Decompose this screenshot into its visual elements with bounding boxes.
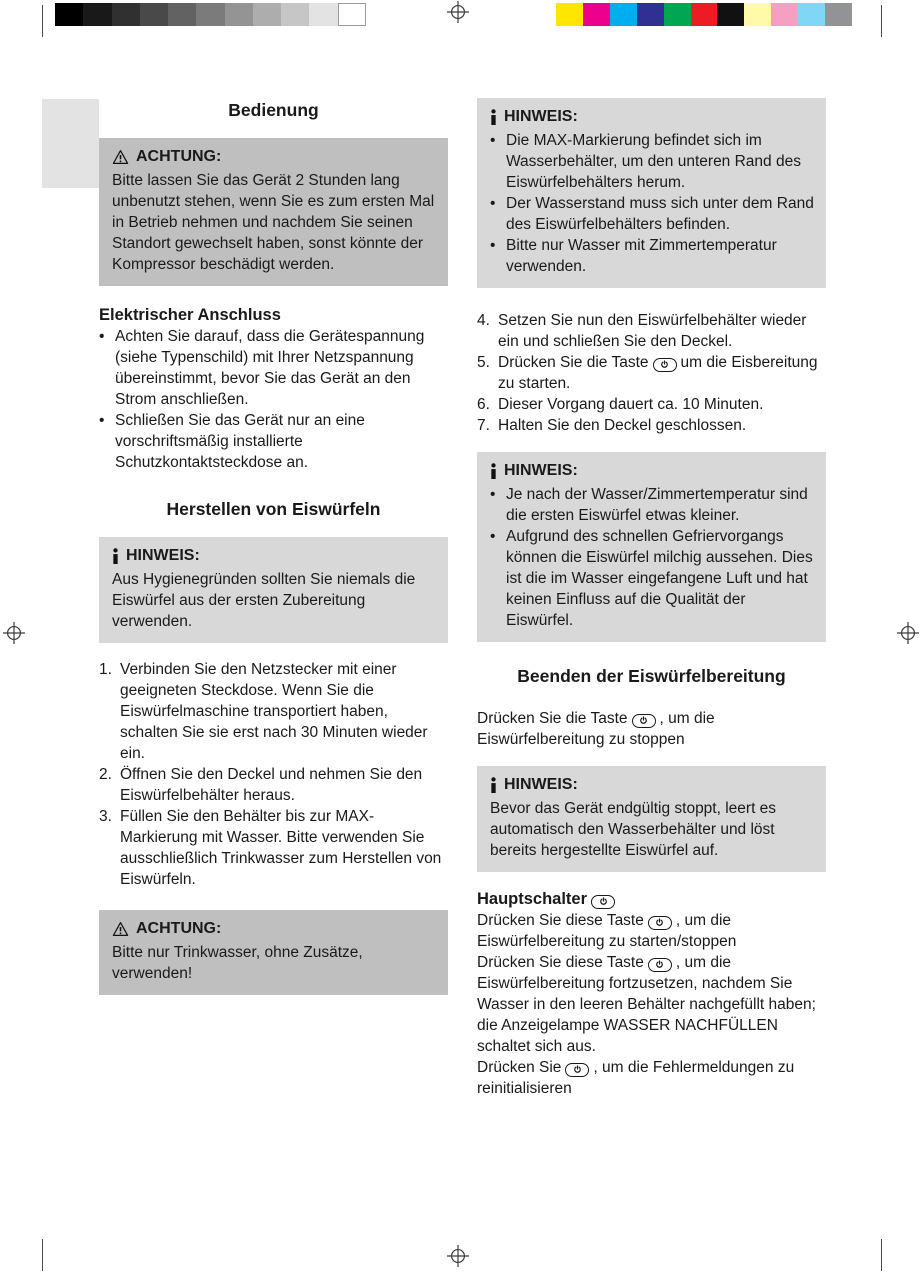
bullet-item xyxy=(99,326,448,410)
bullet-item xyxy=(99,410,448,473)
bullet-marker: • xyxy=(490,486,496,503)
warning-label: ACHTUNG: xyxy=(136,920,222,937)
step-item xyxy=(477,415,826,436)
step-text: Halten Sie den Deckel geschlossen. xyxy=(498,417,747,434)
note-label: HINWEIS: xyxy=(126,547,200,564)
bullet-marker: • xyxy=(490,528,496,545)
info-icon xyxy=(490,777,497,793)
step-list-left xyxy=(99,659,448,890)
power-button-icon xyxy=(632,714,656,728)
bullet-text: Aufgrund des schnellen Gefriervorgangs können die Eiswürfel milchig aussehen. Dies ist die im Wasser eingefangene Luft und hat keinen Einfluss auf die Qualität der Eiswürfel. xyxy=(506,528,813,629)
note-box-title xyxy=(490,106,814,128)
info-icon xyxy=(490,463,497,479)
left-column xyxy=(99,90,448,995)
right-column xyxy=(477,90,826,1099)
step-text: Verbinden Sie den Netzstecker mit einer geeigneten Steckdose. Wenn Sie die Eiswürfelmaschine transportiert haben, schalten Sie sie erst nach 30 Minuten wieder ein. xyxy=(120,661,428,762)
note-label: HINWEIS: xyxy=(504,462,578,479)
section-heading-hauptschalter xyxy=(477,888,826,910)
paragraph-text: , um die Eiswürfelbereitung zu stoppen xyxy=(477,710,715,748)
warning-label: ACHTUNG: xyxy=(136,148,222,165)
section-title-herstellen: Herstellen von Eiswürfeln xyxy=(166,499,381,519)
note-box-title xyxy=(490,460,814,482)
info-icon xyxy=(490,109,497,125)
bullet-list-anschluss xyxy=(99,326,448,473)
warning-triangle-icon xyxy=(112,921,129,937)
step-number: 2. xyxy=(99,766,112,783)
beenden-paragraph xyxy=(477,708,826,750)
registration-mark-right xyxy=(897,622,919,644)
note-text: Aus Hygienegründen sollten Sie niemals die Eiswürfel aus der ersten Zubereitung verwenden. xyxy=(112,571,416,630)
bullet-text: Schließen Sie das Gerät nur an eine vorschriftsmäßig installierte Schutzkontaktsteckdose an. xyxy=(115,412,365,471)
power-button-icon xyxy=(591,895,615,909)
warning-triangle-icon xyxy=(112,149,129,165)
step-number: 3. xyxy=(99,808,112,825)
step-text-pre: Drücken Sie die Taste xyxy=(498,354,649,371)
crop-mark-bottom-right xyxy=(881,1239,882,1271)
paragraph-text: Drücken Sie diese Taste xyxy=(477,954,644,971)
hauptschalter-line xyxy=(477,952,826,1057)
bullet-text: Achten Sie darauf, dass die Gerätespannung (siehe Typenschild) mit Ihrer Netzspannung übereinstimmt, bevor Sie das Gerät an den Strom anschließen. xyxy=(115,328,425,408)
warning-text: Bitte nur Trinkwasser, ohne Zusätze, verwenden! xyxy=(112,944,363,982)
bullet-item xyxy=(490,235,814,277)
paragraph-text: Drücken Sie xyxy=(477,1059,562,1076)
paragraph-text: Drücken Sie diese Taste xyxy=(477,912,644,929)
bullet-item xyxy=(490,130,814,193)
step-text: Dieser Vorgang dauert ca. 10 Minuten. xyxy=(498,396,764,413)
paragraph-text: , um die Eiswürfelbereitung zu starten/stoppen xyxy=(477,912,737,950)
bullet-item xyxy=(490,484,814,526)
step-item xyxy=(99,806,448,890)
warning-box-trinkwasser xyxy=(99,910,448,995)
step-item xyxy=(99,764,448,806)
registration-mark-top xyxy=(447,1,469,23)
note-box-eiswuerfel-qualitaet xyxy=(477,452,826,642)
note-text: Bevor das Gerät endgültig stoppt, leert es automatisch den Wasserbehälter und löst bereits hergestellte Eiswürfel auf. xyxy=(490,800,777,859)
paragraph-text: Drücken Sie die Taste xyxy=(477,710,628,727)
bullet-marker: • xyxy=(490,132,496,149)
step-list-right xyxy=(477,310,826,436)
step-text: Öffnen Sie den Deckel und nehmen Sie den Eiswürfelbehälter heraus. xyxy=(120,766,423,804)
bullet-marker: • xyxy=(99,328,105,345)
section-heading-elektrischer-anschluss: Elektrischer Anschluss xyxy=(99,306,281,324)
registration-mark-bottom xyxy=(447,1245,469,1267)
power-button-icon xyxy=(648,916,672,930)
step-item xyxy=(477,352,826,394)
step-text: Setzen Sie nun den Eiswürfelbehälter wieder ein und schließen Sie den Deckel. xyxy=(498,312,807,350)
step-text-post: um die Eisbereitung zu starten. xyxy=(498,354,818,392)
step-number: 5. xyxy=(477,354,490,371)
step-number: 6. xyxy=(477,396,490,413)
note-label: HINWEIS: xyxy=(504,108,578,125)
step-item xyxy=(477,394,826,415)
crop-mark-top-left xyxy=(42,5,43,37)
warning-text: Bitte lassen Sie das Gerät 2 Stunden lang unbenutzt stehen, wenn Sie es zum ersten Mal in Betrieb nehmen und nachdem Sie seinen Standort gewechselt haben, sonst könnte der Kompressor beschädigt werden. xyxy=(112,172,435,273)
section-title-beenden: Beenden der Eiswürfelbereitung xyxy=(517,666,786,686)
warning-box-title xyxy=(112,918,436,940)
bullet-text: Je nach der Wasser/Zimmertemperatur sind die ersten Eiswürfel etwas kleiner. xyxy=(506,486,808,524)
bullet-marker: • xyxy=(490,195,496,212)
hauptschalter-line xyxy=(477,1057,826,1099)
bullet-marker: • xyxy=(99,412,105,429)
bullet-item xyxy=(490,193,814,235)
bullet-text: Die MAX-Markierung befindet sich im Wasserbehälter, um den unteren Rand des Eiswürfelbehälters herum. xyxy=(506,132,801,191)
note-box-max-markierung xyxy=(477,98,826,288)
note-label: HINWEIS: xyxy=(504,776,578,793)
step-item xyxy=(477,310,826,352)
bullet-text: Der Wasserstand muss sich unter dem Rand des Eiswürfelbehälters befinden. xyxy=(506,195,814,233)
note-box-title xyxy=(490,774,814,796)
hauptschalter-paragraph xyxy=(477,910,826,1099)
heading-text: Hauptschalter xyxy=(477,890,588,908)
page-edge-tab xyxy=(42,99,99,188)
step-number: 1. xyxy=(99,661,112,678)
note-box-stopp xyxy=(477,766,826,872)
crop-mark-bottom-left xyxy=(42,1239,43,1271)
bullet-marker: • xyxy=(490,237,496,254)
info-icon xyxy=(112,548,119,564)
warning-box-compressor xyxy=(99,138,448,286)
bullet-text: Bitte nur Wasser mit Zimmertemperatur verwenden. xyxy=(506,237,777,275)
page-title: Bedienung xyxy=(228,100,319,120)
warning-box-title xyxy=(112,146,436,168)
paragraph-text: , um die Fehlermeldungen zu reinitialisieren xyxy=(477,1059,795,1097)
power-button-icon xyxy=(653,358,677,372)
step-number: 7. xyxy=(477,417,490,434)
paragraph-text: , um die Eiswürfelbereitung fortzusetzen, nachdem Sie Wasser in den leeren Behälter nachgefüllt haben; die Anzeigelampe WASSER NACHFÜLLEN schaltet sich aus. xyxy=(477,954,816,1055)
registration-mark-left xyxy=(3,622,25,644)
note-box-title xyxy=(112,545,436,567)
color-calibration-bar xyxy=(556,3,852,26)
power-button-icon xyxy=(648,958,672,972)
step-item xyxy=(99,659,448,764)
hauptschalter-line xyxy=(477,910,826,952)
power-button-icon xyxy=(565,1063,589,1077)
step-text xyxy=(498,352,826,394)
step-number: 4. xyxy=(477,312,490,329)
bullet-item xyxy=(490,526,814,631)
step-text: Füllen Sie den Behälter bis zur MAX-Markierung mit Wasser. Bitte verwenden Sie ausschließlich Trinkwasser zum Herstellen von Eiswürfeln. xyxy=(120,808,442,888)
grayscale-calibration-bar xyxy=(55,3,366,26)
note-box-hygiene xyxy=(99,537,448,643)
crop-mark-top-right xyxy=(881,5,882,37)
